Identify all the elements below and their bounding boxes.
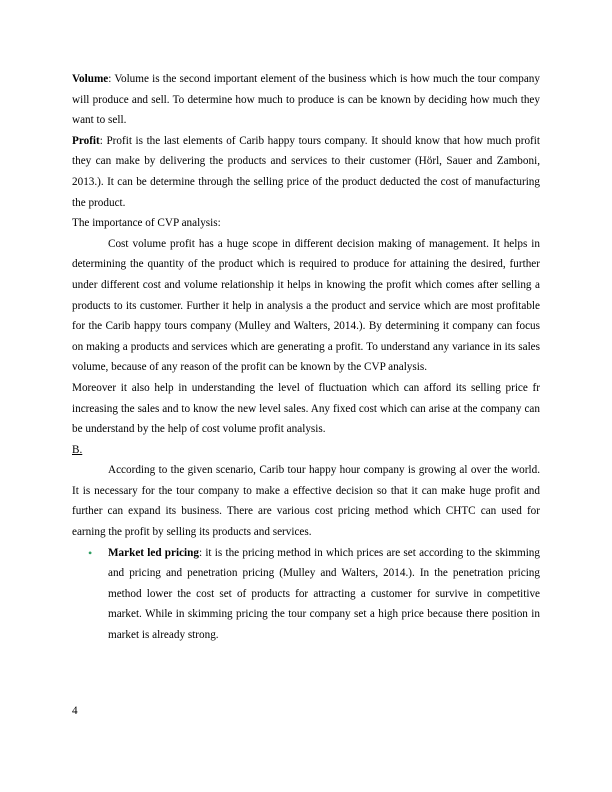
importance-paragraph: Cost volume profit has a huge scope in different decision making of management. It helps in determining the quantity of the product which is required to produce for attaining the desired, further under different cost and volume relationship it helps in knowing the profit which comes after selling a products to its customer. Further it help in analysis a the product and service which are most profitable for the Carib happy tours company (Mulley and Walters, 2014.). By determining it company can focus on making a products and services which are generating a profit. To understand any variance in its sales volume, because of any reason of the profit can be known by the CVP analysis. — [72, 237, 540, 374]
section-b-label: B. — [72, 443, 83, 456]
page-number: 4 — [72, 705, 78, 717]
moreover-paragraph: Moreover it also help in understanding the level of fluctuation which can afford its selling price fr increasing the sales and to know the new level sales. Any fixed cost which can arise at the company can be understand by the help of cost volume profit analysis. — [72, 381, 540, 436]
volume-term: Volume — [72, 73, 109, 85]
profit-text: : Profit is the last elements of Carib happy tours company. It should know that how much profit they can make by delivering the products and services to their customer (Hörl, Sauer and Zamboni, 2013.). It can be determine through the selling price of the product deducted the cost of manufacturing the product. — [72, 134, 540, 209]
importance-heading: The importance of CVP analysis: — [72, 217, 221, 230]
bullet-icon: • — [88, 545, 93, 560]
profit-term: Profit — [72, 134, 100, 147]
bullet-list-item — [88, 543, 540, 646]
bullet-text: : it is the pricing method in which prices are set according to the skimming and pricing and penetration pricing (Mulley and Walters, 2014.). In the penetration pricing method lower the cost set of products for attracting a customer for survive in competitive market. While in skimming pricing the tour company set a high price because there position in market is already strong. — [108, 546, 540, 642]
volume-paragraph — [72, 69, 540, 131]
section-b-heading — [72, 440, 540, 461]
scenario-paragraph: According to the given scenario, Carib tour happy hour company is growing al over the world. It is necessary for the tour company to make a effective decision so that it can make huge profit and further can expand its business. There are various cost pricing method which CHTC can used for earning the profit by selling its products and services. — [72, 464, 540, 539]
document-body — [72, 69, 540, 646]
volume-text: : Volume is the second important element of the business which is how much the tour company will produce and sell. To determine how much to produce is can be known by deciding how much they want to sell. — [72, 73, 540, 127]
profit-paragraph — [72, 131, 540, 213]
bullet-term: Market led pricing — [108, 546, 199, 559]
